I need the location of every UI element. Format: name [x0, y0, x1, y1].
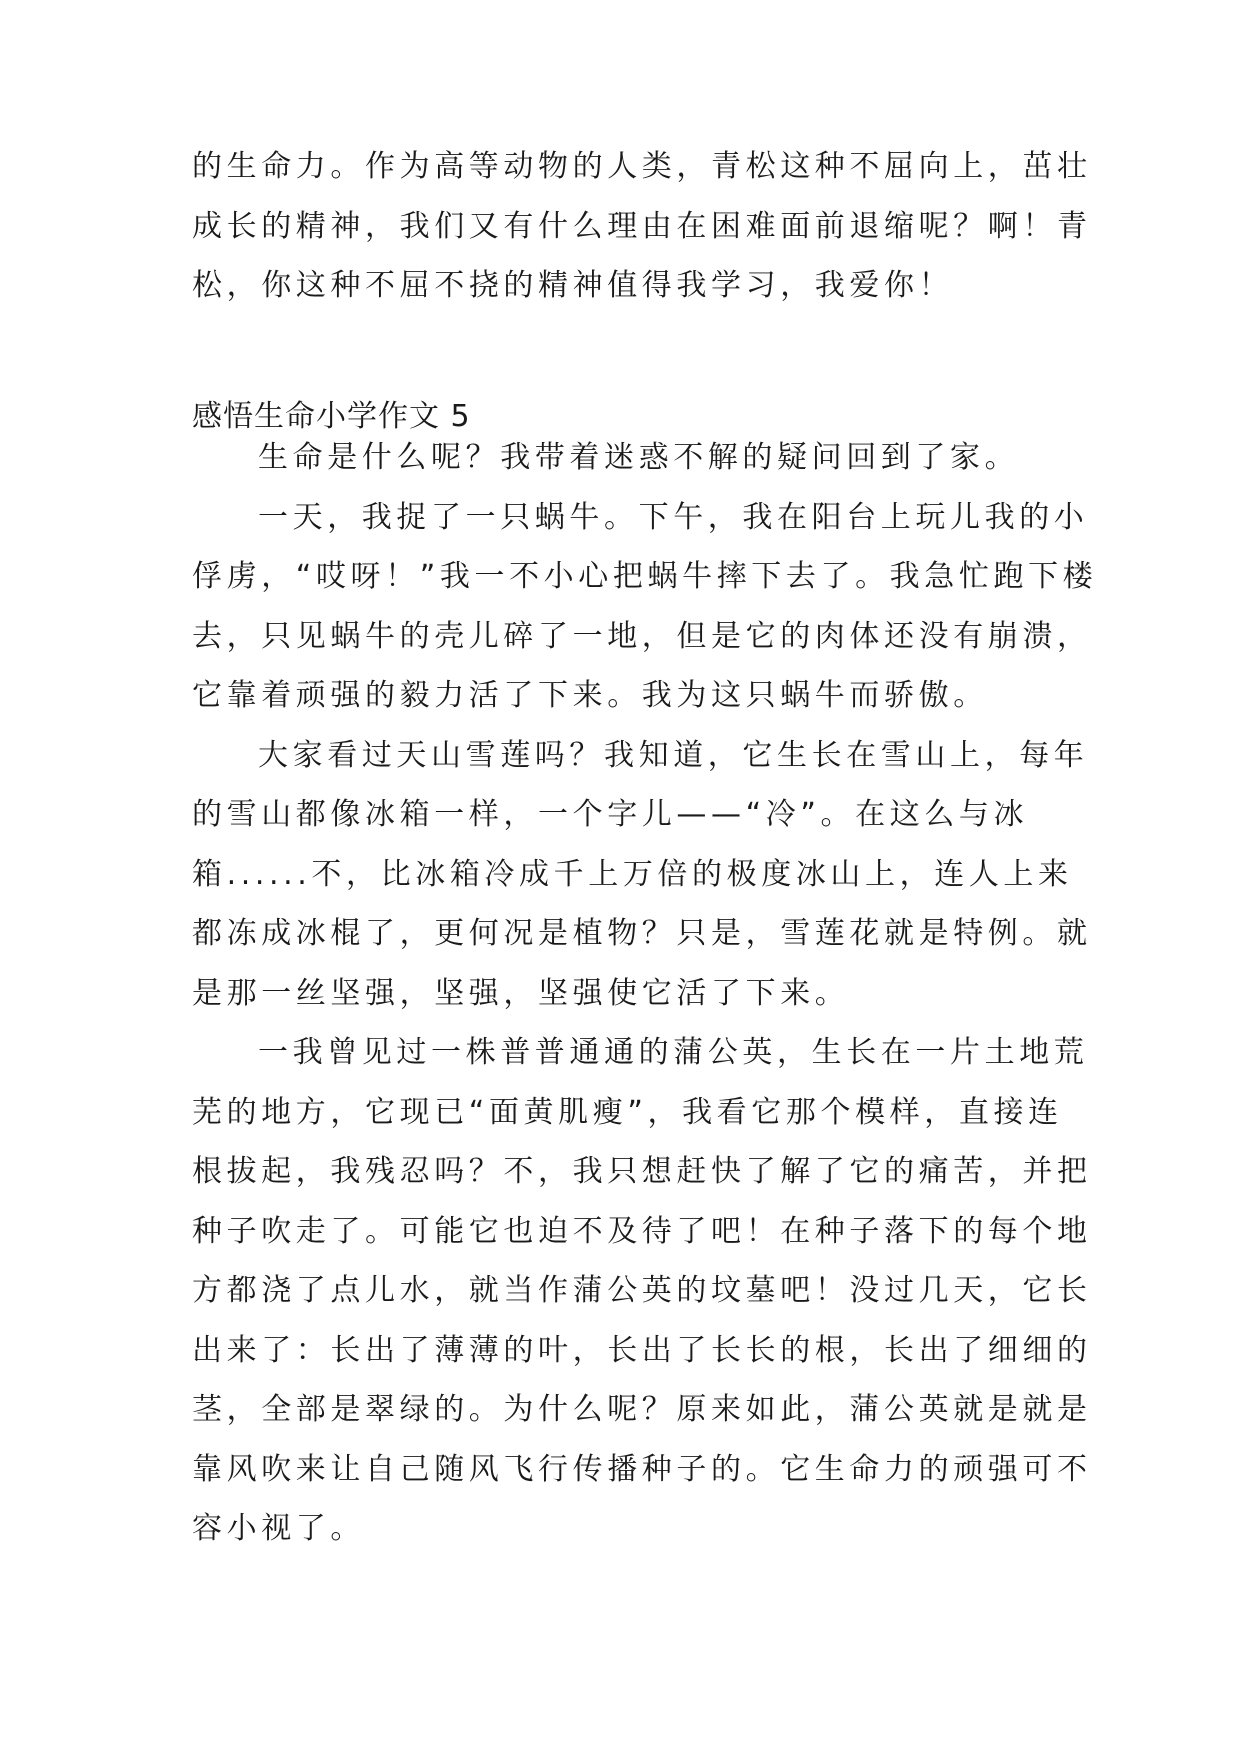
text-line: 方都浇了点儿水，就当作蒲公英的坟墓吧！没过几天，它长: [192, 1273, 1092, 1308]
text-line: 靠风吹来让自己随风飞行传播种子的。它生命力的顽强可不: [192, 1451, 1092, 1487]
paragraph-4: [192, 1023, 1092, 1559]
text-line: 一我曾见过一株普普通通的蒲公英，生长在一片土地荒: [258, 1035, 1089, 1070]
text-line: 成长的精神，我们又有什么理由在困难面前退缩呢？啊！青: [192, 208, 1092, 244]
text-line: 去，只见蜗牛的壳儿碎了一地，但是它的肉体还没有崩溃，: [192, 618, 1092, 654]
paragraph-1: [192, 428, 1072, 488]
text-line: 是那一丝坚强，坚强，坚强使它活了下来。: [192, 975, 850, 1011]
text-line: 出来了：长出了薄薄的叶，长出了长长的根，长出了细细的: [192, 1332, 1092, 1368]
text-line: 松，你这种不屈不挠的精神值得我学习，我爱你！: [192, 268, 954, 303]
text-line: 容小视了。: [192, 1511, 365, 1546]
text-line: 箱......不，比冰箱冷成千上万倍的极度冰山上，连人上来: [192, 856, 1073, 892]
essay-title: 感悟生命小学作文 5: [192, 399, 471, 434]
text-line: 芜的地方，它现已“面黄肌瘦”，我看它那个模样，直接连: [192, 1094, 1063, 1130]
text-line: 俘虏，“哎呀！”我一不小心把蜗牛摔下去了。我急忙跑下楼: [192, 559, 1098, 594]
text-line: 大家看过天山雪莲吗？我知道，它生长在雪山上，每年: [258, 737, 1089, 773]
text-line: 都冻成冰棍了，更何况是植物？只是，雪莲花就是特例。就: [192, 916, 1092, 951]
text-line: 生命是什么呢？我带着迷惑不解的疑问回到了家。: [258, 440, 1020, 475]
text-line: 一天，我捉了一只蜗牛。下午，我在阳台上玩儿我的小: [258, 499, 1089, 535]
text-line: 的雪山都像冰箱一样，一个字儿——“冷”。在这么与冰: [192, 797, 1029, 832]
text-line: 种子吹走了。可能它也迫不及待了吧！在种子落下的每个地: [192, 1213, 1092, 1249]
text-line: 它靠着顽强的毅力活了下来。我为这只蜗牛而骄傲。: [192, 678, 988, 713]
paragraph-2: [192, 488, 1098, 726]
text-line: 的生命力。作为高等动物的人类，青松这种不屈向上，茁壮: [192, 149, 1092, 184]
text-line: 茎，全部是翠绿的。为什么呢？原来如此，蒲公英就是就是: [192, 1392, 1092, 1427]
essay-body: [192, 428, 1098, 1559]
text-line: 根拔起，我残忍吗？不，我只想赶快了解了它的痛苦，并把: [192, 1154, 1092, 1189]
paragraph-3: [192, 726, 1092, 1024]
top-paragraph: [192, 137, 1092, 316]
